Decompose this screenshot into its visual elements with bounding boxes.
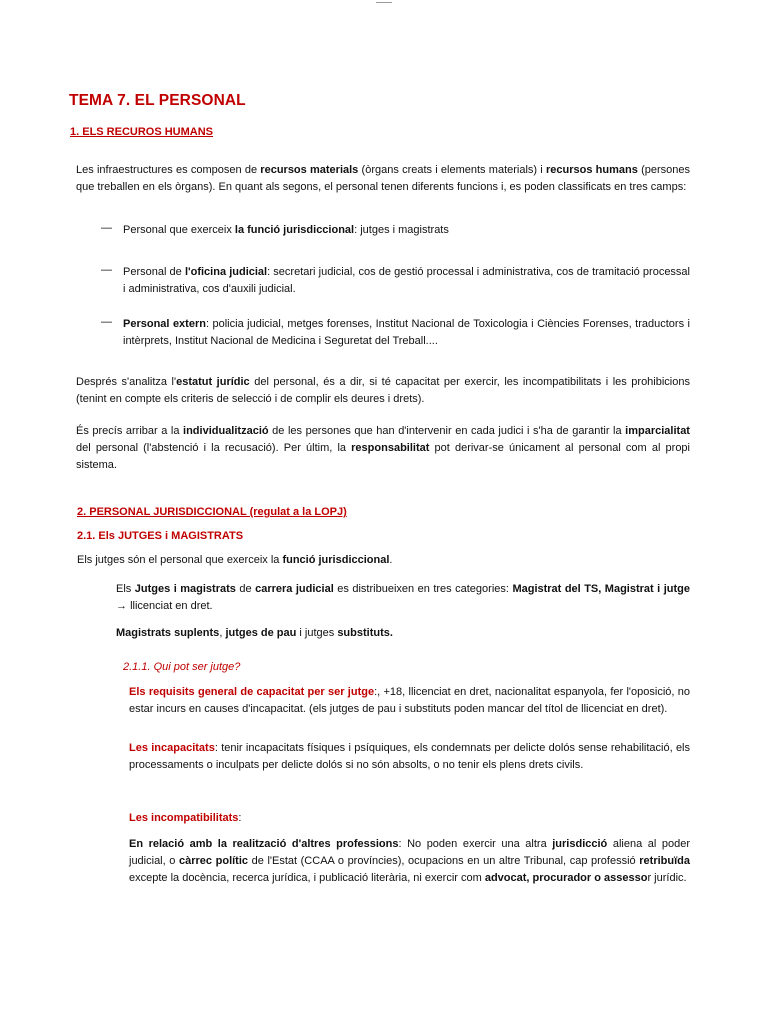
judge-categories-paragraph: Els Jutges i magistrats de carrera judicial es distribueixen en tres categories: Magistrat del TS, Magistrat i jutge → llicenciat en dret. <box>116 583 690 612</box>
incompatibilitats-heading: Les incompatibilitats: <box>129 812 242 824</box>
bullet-dash: — <box>101 222 112 234</box>
page-top-mark <box>376 0 392 3</box>
bullet-item-personal-extern: Personal extern: policia judicial, metges forenses, Institut Nacional de Toxicologia i Ciències Forenses, traductors i intèrprets, Institut Nacional de Medicina i Seguretat del Treball.... <box>123 318 690 347</box>
incapacitats-paragraph: Les incapacitats: tenir incapacitats físiques i psíquiques, els condemnats per delicte dolós sense rehabilitació, els processaments o inculpats per delicte dolós si no són absolts, o no tenir els plens drets civils. <box>129 742 691 771</box>
s1-estatut-paragraph: Després s'analitza l'estatut jurídic del personal, és a dir, si té capacitat per exercir, les incompatibilitats i les prohibicions (tenint en compte els criteris de selecció i de complir els deures i drets). <box>76 376 690 405</box>
bullet-dash: — <box>101 264 112 276</box>
section-1-heading: 1. ELS RECUROS HUMANS <box>70 126 214 138</box>
bullet-item-oficina-judicial: Personal de l'oficina judicial: secretari judicial, cos de gestió processal i administrativa, cos de tramitació processal i administrativa, cos d'auxili judicial. <box>123 266 690 295</box>
s1-individualitzacio-paragraph: És precís arribar a la individualització de les persones que han d'intervenir en cada judici i s'ha de garantir la imparcialitat del personal (l'abstenció i la recusació). Per últim, la responsabilitat pot derivar-se únicament al personal com al propi sistema. <box>76 425 690 471</box>
s1-intro-paragraph: Les infraestructures es composen de recursos materials (òrgans creats i elements materials) i recursos humans (persones que treballen en els òrgans). En quant als segons, el personal tenen diferents funcions i, es poden classificats en tres camps: <box>76 164 690 193</box>
s2-intro-paragraph: Els jutges són el personal que exerceix la funció jurisdiccional. <box>77 554 393 566</box>
altres-professions-paragraph: En relació amb la realització d'altres professions: No poden exercir una altra jurisdicció aliena al poder judicial, o càrrec polític de l'Estat (CCAA o províncies), ocupacions en un altre Tribunal, cap professió retribuïda excepte la docència, recerca jurídica, i publicació literària, ni exercir com advocat, procurador o assessor jurídic. <box>129 838 690 884</box>
judge-other-categories-paragraph: Magistrats suplents, jutges de pau i jutges substituts. <box>116 627 393 639</box>
section-2-heading: 2. PERSONAL JURISDICCIONAL (regulat a la LOPJ) <box>77 506 347 518</box>
requisits-paragraph: Els requisits general de capacitat per ser jutge:, +18, llicenciat en dret, nacionalitat espanyola, fer l'oposició, no estar incurs en causes d'incapacitat. (els jutges de pau i substituts poden mancar del títol de llicenciat en dret). <box>129 686 690 715</box>
bullet-dash: — <box>101 316 112 328</box>
section-2-1-1-heading: 2.1.1. Qui pot ser jutge? <box>123 661 241 673</box>
document-title: TEMA 7. EL PERSONAL <box>69 92 246 109</box>
section-2-1-heading: 2.1. Els JUTGES i MAGISTRATS <box>77 530 244 542</box>
bullet-item-jurisdiccional: Personal que exerceix la funció jurisdiccional: jutges i magistrats <box>123 224 449 236</box>
